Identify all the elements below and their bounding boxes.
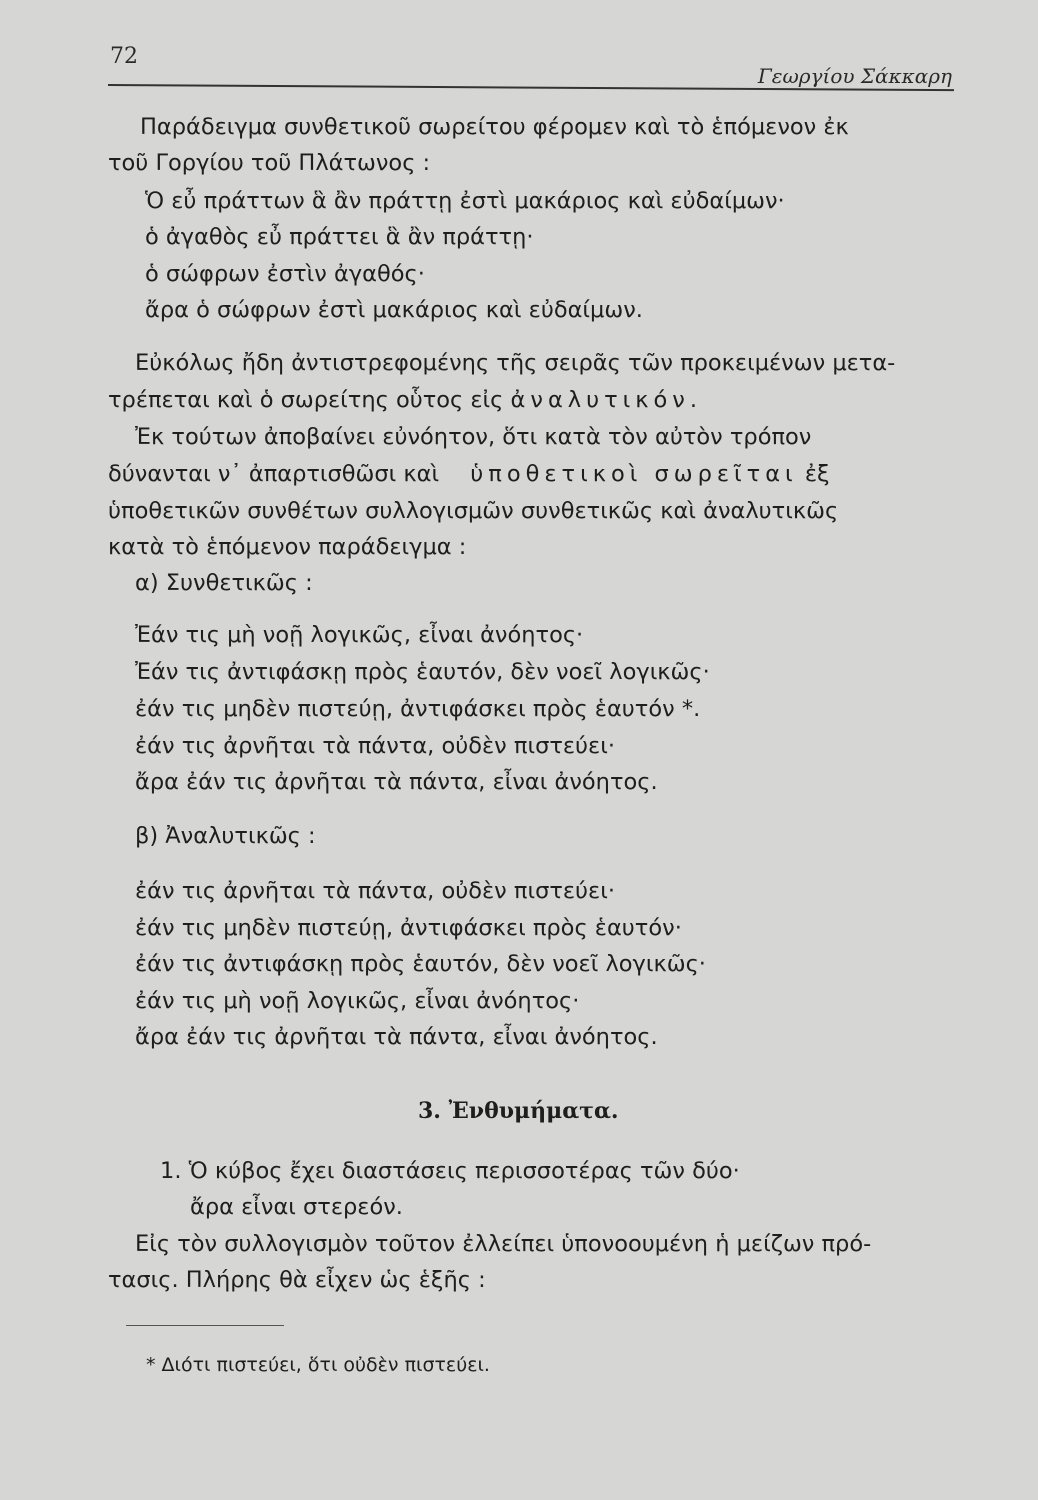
footnote-rule <box>126 1325 284 1326</box>
syllogism-line: ὁ ἀγαθὸς εὖ πράττει ἃ ἂν πράττῃ· <box>145 224 534 250</box>
spaced-term: ἀναλυτικόν. <box>510 387 703 413</box>
subsection-label-alpha: α) Συνθετικῶς : <box>135 570 313 596</box>
syllogism-line: ἐάν τις μηδὲν πιστεύῃ, ἀντιφάσκει πρὸς ἑαυτόν· <box>135 915 682 941</box>
text-span: ἐξ <box>804 461 830 487</box>
text-line: ὑποθετικῶν συνθέτων συλλογισμῶν συνθετικῶς καὶ ἀναλυτικῶς <box>108 498 839 524</box>
syllogism-line: Ἐάν τις μὴ νοῇ λογικῶς, εἶναι ἀνόητος· <box>135 622 584 648</box>
syllogism-line: ἄρα ἐάν τις ἀρνῆται τὰ πάντα, εἶναι ἀνόητος. <box>135 1024 658 1050</box>
syllogism-line: Ὁ εὖ πράττων ἃ ἂν πράττῃ ἐστὶ μακάριος καὶ εὐδαίμων· <box>145 188 785 214</box>
text-span: τρέπεται καὶ ὁ σωρείτης οὗτος εἰς <box>108 387 504 413</box>
syllogism-line: ἐάν τις μὴ νοῇ λογικῶς, εἶναι ἀνόητος· <box>135 988 580 1014</box>
syllogism-line: ἄρα ἐάν τις ἀρνῆται τὰ πάντα, εἶναι ἀνόητος. <box>135 769 658 795</box>
syllogism-line: Ἐάν τις ἀντιφάσκῃ πρὸς ἑαυτόν, δὲν νοεῖ λογικῶς· <box>135 659 710 685</box>
syllogism-line: ἐάν τις ἀρνῆται τὰ πάντα, οὐδὲν πιστεύει· <box>135 878 615 904</box>
text-line: Εἰς τὸν συλλογισμὸν τοῦτον ἐλλείπει ὑπονοουμένη ἡ μείζων πρό- <box>135 1231 872 1257</box>
syllogism-line: ἐάν τις μηδὲν πιστεύῃ, ἀντιφάσκει πρὸς ἑαυτόν *. <box>135 696 701 722</box>
syllogism-line: ὁ σώφρων ἐστὶν ἀγαθός· <box>145 261 425 287</box>
text-span: δύνανται ν᾽ ἀπαρτισθῶσι καὶ <box>108 461 440 487</box>
footnote: * Διότι πιστεύει, ὅτι οὐδὲν πιστεύει. <box>146 1354 490 1376</box>
syllogism-line: ἐάν τις ἀρνῆται τὰ πάντα, οὐδὲν πιστεύει· <box>135 733 615 759</box>
text-line <box>108 389 702 412</box>
subsection-label-beta: β) Ἀναλυτικῶς : <box>135 823 316 849</box>
spaced-term: ὑποθετικοὶ σωρεῖται <box>470 461 798 487</box>
text-line: 1. Ὁ κύβος ἔχει διαστάσεις περισσοτέρας τῶν δύο· <box>160 1158 740 1184</box>
text-line: ἄρα εἶναι στερεόν. <box>190 1194 403 1220</box>
text-line: τοῦ Γοργίου τοῦ Πλάτωνος : <box>108 150 431 176</box>
running-head-author: Γεωργίου Σάκκαρη <box>757 64 952 88</box>
text-line: Εὐκόλως ἤδη ἀντιστρεφομένης τῆς σειρᾶς τῶν προκειμένων μετα- <box>135 350 896 376</box>
text-line: Παράδειγμα συνθετικοῦ σωρείτου φέρομεν καὶ τὸ ἑπόμενον ἐκ <box>140 114 849 140</box>
section-heading: 3. Ἐνθυμήματα. <box>418 1098 619 1124</box>
text-line: Ἐκ τούτων ἀποβαίνει εὐνόητον, ὅτι κατὰ τὸν αὐτὸν τρόπον <box>135 424 812 450</box>
text-line <box>108 463 830 486</box>
syllogism-line: ἐάν τις ἀντιφάσκῃ πρὸς ἑαυτόν, δὲν νοεῖ λογικῶς· <box>135 951 706 977</box>
text-line: κατὰ τὸ ἑπόμενον παράδειγμα : <box>108 534 467 560</box>
text-line: τασις. Πλήρης θὰ εἶχεν ὡς ἑξῆς : <box>108 1267 486 1293</box>
syllogism-line: ἄρα ὁ σώφρων ἐστὶ μακάριος καὶ εὐδαίμων. <box>145 297 643 323</box>
page-number: 72 <box>110 44 138 69</box>
